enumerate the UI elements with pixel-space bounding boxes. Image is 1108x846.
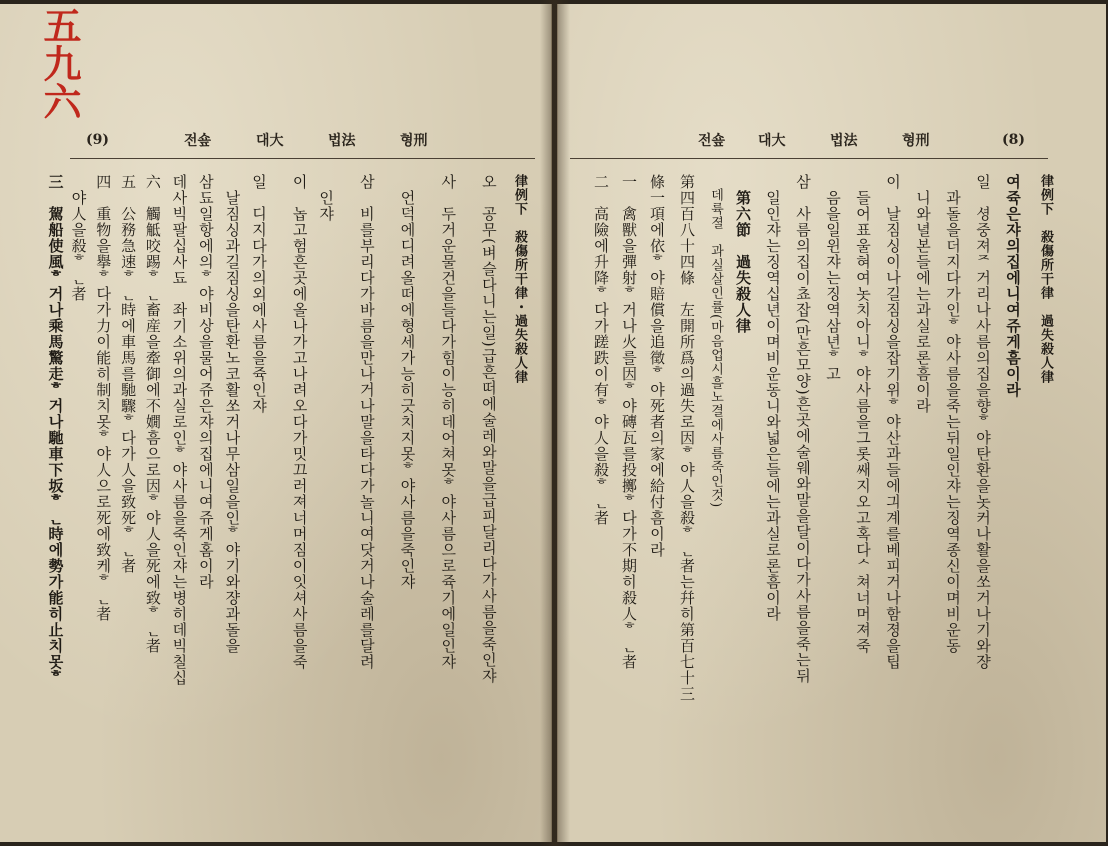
text-column: 第四百八十四條 左開所爲의過失로因ᄒ야人을殺ᄒᆫ者는幷히第百七十三 <box>678 174 696 702</box>
header-rule <box>70 158 535 159</box>
text-column: 과돌을더지다가인ᄒ야사름을죽는뒤일인쟈는징역종신이며비운동 <box>944 174 962 654</box>
left-page <box>0 4 552 842</box>
text-column: 一 禽獸을彈射ᄒ거나火를因ᄒ야磚瓦를投擲ᄒ다가不期히殺人ᄒᆫ者 <box>620 174 638 670</box>
right-running-header <box>698 128 1078 152</box>
text-column: 음을일윈쟈는징역삼년ᄒ고 <box>824 174 842 382</box>
text-column: 들어표울혀여놋치아니ᄒ야사름을그롯쌔지오고혹다ᄉ쳐너머져죽 <box>854 174 872 654</box>
text-column: 四 重物을擧ᄒ다가力이能히制치못ᄒ야人으로死에致케ᄒᆫ者 <box>94 174 113 622</box>
header-word: 전숖 <box>698 133 726 149</box>
book-gutter <box>540 0 570 846</box>
text-column: 이 날짐싱이나길짐싱을잡기위ᄒ야산과들에긔계를베피거나함졍을팁 <box>884 174 902 670</box>
page-number: (8) <box>1002 132 1025 148</box>
text-column: 사 두거운물건을들다가힘이능히데어쳐못ᄒ야사름으로쥭기에일인쟈 <box>439 174 458 670</box>
header-rule <box>570 158 1048 159</box>
text-column: 일인쟈는징역십년이며비운동니와넓은들에는과실로론흠이라 <box>764 174 782 622</box>
text-column: 데사빅팔십사됴 좌기소위의과실로인ᄒ야사름을죽인쟈는병히데빅칠십 <box>170 174 189 686</box>
text-column: 삼 비를부리다가바름을만나거나말을타다가놀니여닷거나술레를달려 <box>357 174 376 670</box>
text-column: 날짐싱과길짐싱을탄환노코활쏘거나무삼일을인ᄒ야기와쟝과돌을 <box>223 174 242 654</box>
text-column: 律例下 殺傷所干律 過失殺人律 <box>1038 174 1053 384</box>
text-column: 條一項에依ᄒ야賠償을追徵ᄒ야死者의家에給付흠이라 <box>648 174 666 558</box>
section-heading: 데륙졀 과실살인률(마음업시흘노결에사름죽인것) <box>708 174 723 509</box>
text-column: 六 觸觝咬踢ᄒᆫ畜産을牽御에不嫺흠으로因ᄒ야人을死에致ᄒᆫ者 <box>143 174 162 654</box>
text-column: 일 디지다가의외에사름을쥭인쟈 <box>249 174 268 414</box>
header-word: 전숖 <box>184 133 212 149</box>
right-page <box>557 4 1106 842</box>
text-column: 인쟈 <box>317 174 336 222</box>
text-column: 삼 사름의집이쵸잡(만흔모양)흔곳에술웨와말을달이다가사름을죽는뒤 <box>794 174 812 684</box>
text-column: 삼됴일항에의ᄒ야비상을물어쥬은쟈의집에니여쥬게홈이라 <box>196 174 215 590</box>
header-word: 법法 <box>830 133 858 149</box>
header-word: 형刑 <box>902 133 930 149</box>
text-column: 일 셩중져ᄌ거리나사름의집을향ᄒ야탄환을놋커나활을쏘거나기와쟝 <box>974 174 992 670</box>
left-running-header <box>86 128 526 152</box>
text-column: 二 高險에升降ᄒ다가蹉跌이有ᄒ야人을殺ᄒᆫ者 <box>592 174 610 526</box>
text-column: 여쥭은쟈의집에니여쥬게흠이라 <box>1004 174 1022 398</box>
header-word: 형刑 <box>400 133 428 149</box>
text-column: 오 공무(벼슬다니는일)급흔떠에술레와말을급피달리다가사름을죽인쟈 <box>479 174 498 684</box>
text-column: 언덕에디려올떠에형세가능히긋치지못ᄒ야사름을죽인쟈 <box>398 174 417 590</box>
text-column: 야人을殺ᄒᆫ者 <box>69 174 88 302</box>
red-page-stamp: 五九六 <box>37 6 82 120</box>
page-number: (9) <box>86 132 109 148</box>
text-column: 이 놉고험흔곳에올나가고나려오다가밋끄러져너머짐이잇셔사름을죽 <box>290 174 309 670</box>
left-text-columns <box>36 174 526 812</box>
section-heading: 第六節 過失殺人律 <box>734 174 752 334</box>
text-column: 니와녈본들에는과실로론흠이라 <box>914 174 932 414</box>
text-column: 律例下 殺傷所干律・過失殺人律 <box>512 174 527 384</box>
text-column: 五 公務急速ᄒᆫ時에車馬를馳驟ᄒ다가人을致死ᄒᆫ者 <box>119 174 138 574</box>
text-column: 三 駕船使風ᄒ거나乘馬驚走ᄒ거나馳車下坂ᄒᆫ時에勢가能히止치못ᄒ <box>46 174 65 686</box>
header-word: 대大 <box>758 133 786 149</box>
right-text-columns <box>572 174 1052 812</box>
header-word: 대大 <box>256 133 284 149</box>
header-word: 법法 <box>328 133 356 149</box>
